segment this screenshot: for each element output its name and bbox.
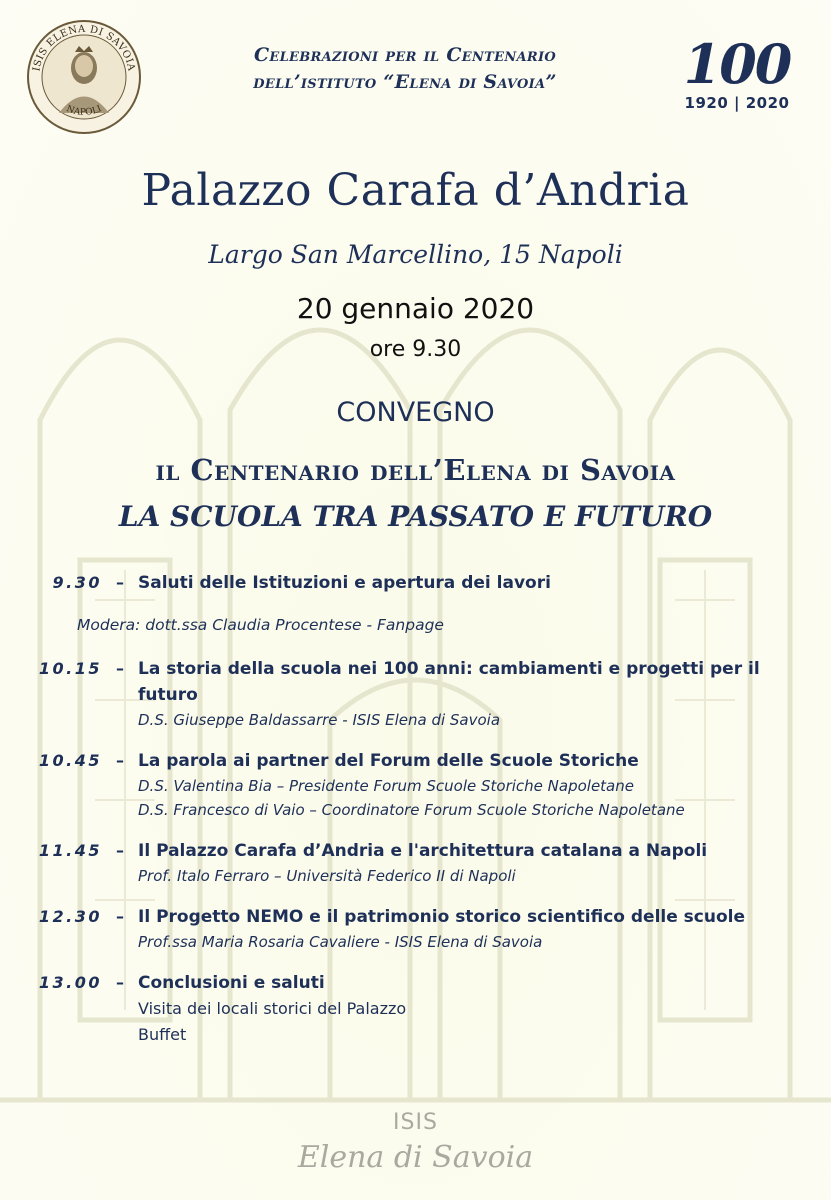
programme-time: 9.30 xyxy=(52,573,102,592)
venue-title: Palazzo Carafa d’Andria xyxy=(141,165,690,216)
programme-extra: Buffet xyxy=(138,1025,187,1044)
programme-time: 10.15 xyxy=(38,659,102,678)
programme-speaker: D.S. Valentina Bia – Presidente Forum Scuole Storiche Napoletane xyxy=(138,777,634,795)
event-date: 20 gennaio 2020 xyxy=(296,292,535,325)
programme-topic: La parola ai partner del Forum delle Scuole Storiche xyxy=(138,751,639,771)
programme-item xyxy=(30,570,810,596)
programme-topic: Il Progetto NEMO e il patrimonio storico scientifico delle scuole xyxy=(138,907,746,927)
programme-dash: – xyxy=(116,573,124,592)
venue-address: Largo San Marcellino, 15 Napoli xyxy=(208,240,623,269)
programme-item xyxy=(30,656,810,732)
footer-school-name: Elena di Savoia xyxy=(297,1140,534,1175)
programme-dash: – xyxy=(116,907,124,926)
programme-topic: Conclusioni e saluti xyxy=(138,973,325,993)
programme-dash: – xyxy=(116,659,124,678)
moderator-line: Modera: dott.ssa Claudia Procentese - Fanpage xyxy=(77,616,444,634)
event-type: CONVEGNO xyxy=(336,397,495,428)
event-time: ore 9.30 xyxy=(369,337,462,362)
celebration-line-1: Celebrazioni per il Centenario xyxy=(253,44,557,66)
programme xyxy=(30,570,810,1064)
celebration-heading xyxy=(170,42,640,96)
programme-speaker: D.S. Francesco di Vaio – Coordinatore Forum Scuole Storiche Napoletane xyxy=(138,801,685,819)
programme-item xyxy=(30,904,810,954)
programme-topic: Il Palazzo Carafa d’Andria e l'architettura catalana a Napoli xyxy=(138,841,708,861)
programme-speaker: Prof.ssa Maria Rosaria Cavaliere - ISIS Elena di Savoia xyxy=(138,933,543,951)
programme-topic: La storia della scuola nei 100 anni: cambiamenti e progetti per il futuro xyxy=(138,659,760,705)
seal-top-text: ISIS ELENA DI SAVOIA xyxy=(31,23,137,73)
celebration-line-2: dell’istituto “Elena di Savoia” xyxy=(253,71,557,93)
footer-isis: ISIS xyxy=(393,1110,438,1135)
programme-time: 11.45 xyxy=(38,841,102,860)
programme-item xyxy=(30,748,810,822)
programme-dash: – xyxy=(116,751,124,770)
centenary-badge xyxy=(672,32,802,112)
programme-time: 12.30 xyxy=(38,907,102,926)
badge-number: 100 xyxy=(683,32,791,96)
programme-time: 10.45 xyxy=(38,751,102,770)
programme-dash: – xyxy=(116,841,124,860)
programme-item xyxy=(30,970,810,1048)
programme-extra: Visita dei locali storici del Palazzo xyxy=(138,999,407,1018)
badge-years: 1920 | 2020 xyxy=(684,94,790,112)
programme-item xyxy=(30,838,810,888)
programme-speaker: D.S. Giuseppe Baldassarre - ISIS Elena di Savoia xyxy=(138,711,501,729)
programme-dash: – xyxy=(116,973,124,992)
programme-time: 13.00 xyxy=(38,973,102,992)
school-seal-logo xyxy=(25,18,143,136)
seal-bottom-text: NAPOLI xyxy=(64,104,104,118)
event-subtitle: LA SCUOLA TRA PASSATO E FUTURO xyxy=(118,500,713,533)
programme-speaker: Prof. Italo Ferraro – Università Federico II di Napoli xyxy=(138,867,516,885)
event-title: il Centenario dell’Elena di Savoia xyxy=(155,453,676,487)
programme-topic: Saluti delle Istituzioni e apertura dei lavori xyxy=(138,573,551,593)
